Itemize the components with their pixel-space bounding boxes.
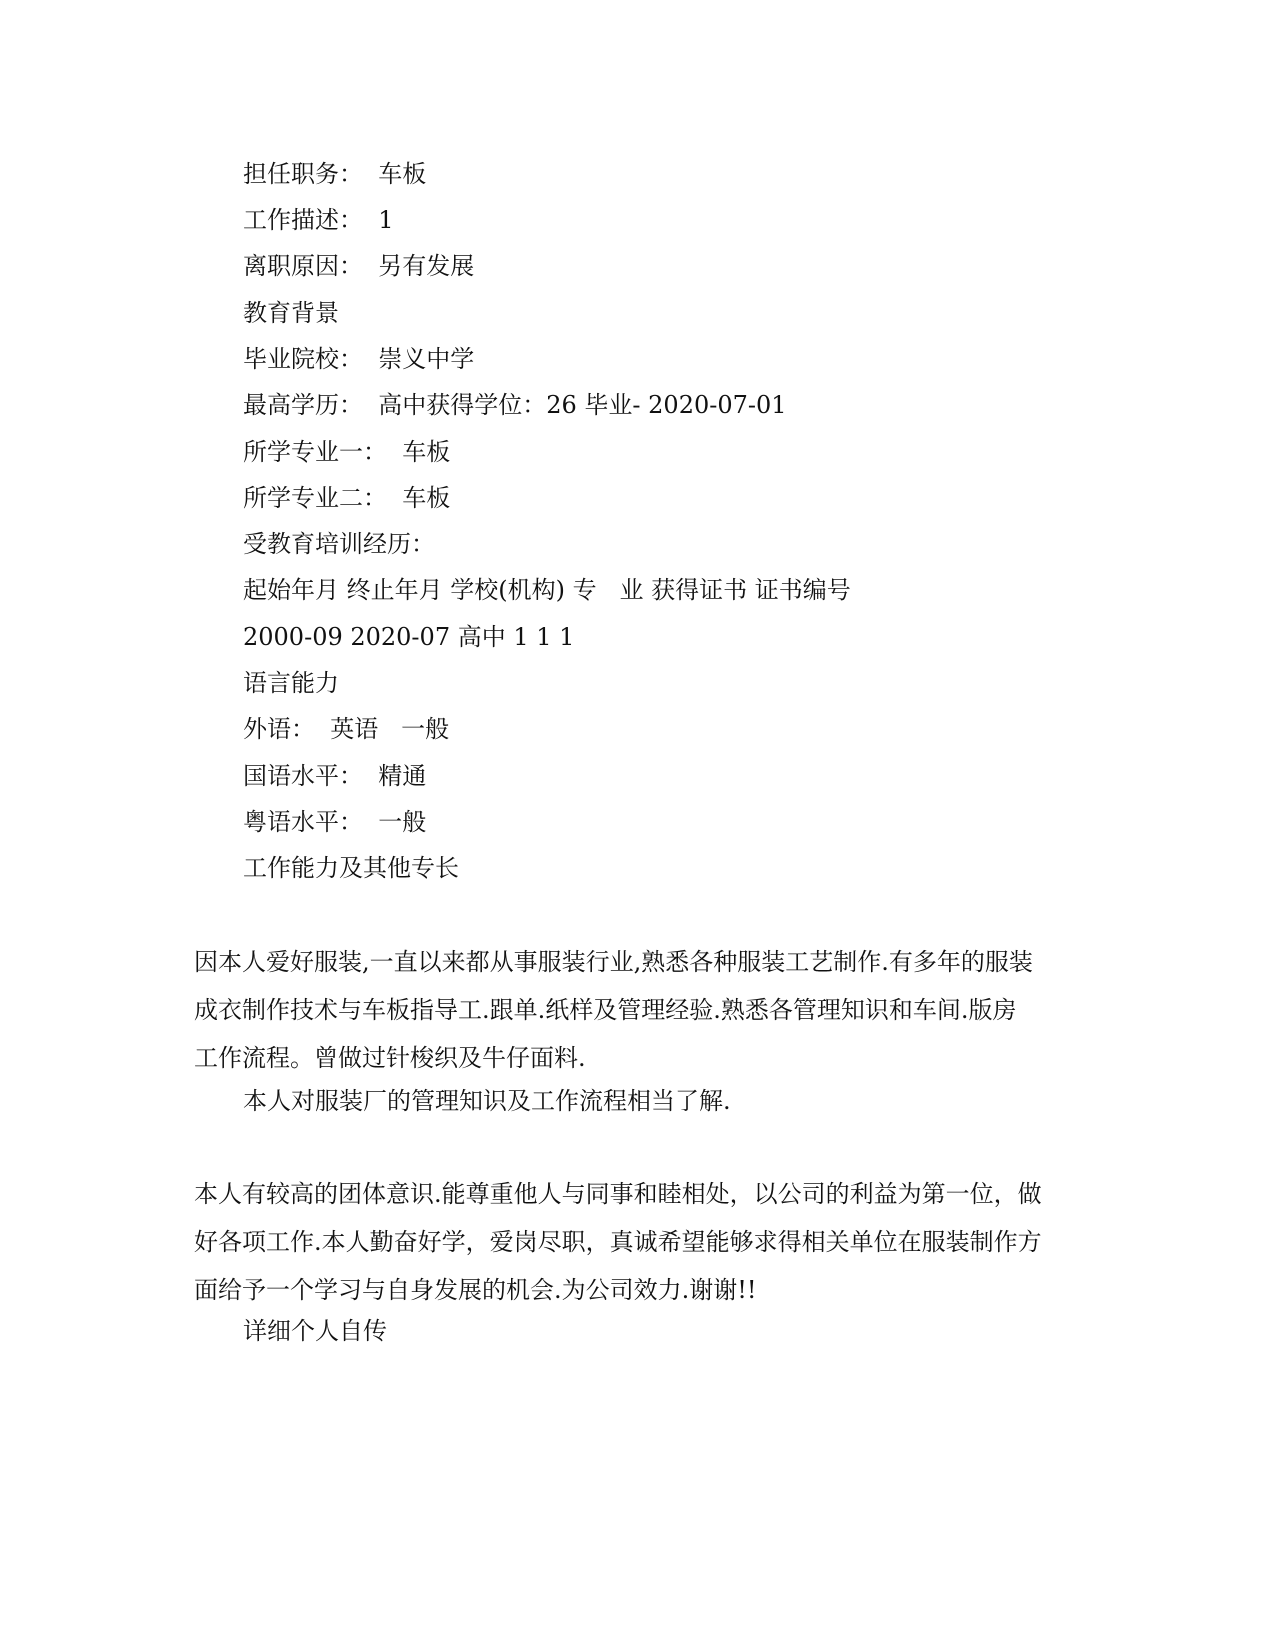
mandarin-level-line: 国语水平： 精通 <box>243 762 427 790</box>
major-one-line: 所学专业一： 车板 <box>243 438 451 466</box>
paragraph-line: 工作流程。曾做过针梭织及牛仔面料. <box>194 1044 586 1072</box>
training-table-header: 起始年月 终止年月 学校(机构) 专 业 获得证书 证书编号 <box>243 576 851 604</box>
paragraph-line: 本人有较高的团体意识.能尊重他人与同事和睦相处，以公司的利益为第一位，做 <box>194 1180 1042 1208</box>
skills-heading: 工作能力及其他专长 <box>243 854 459 882</box>
paragraph-line: 因本人爱好服装,一直以来都从事服装行业,熟悉各种服装工艺制作.有多年的服装 <box>194 948 1033 976</box>
school-line: 毕业院校： 崇义中学 <box>243 345 475 373</box>
paragraph-line: 成衣制作技术与车板指导工.跟单.纸样及管理经验.熟悉各管理知识和车间.版房 <box>194 996 1017 1024</box>
position-line: 担任职务： 车板 <box>243 160 427 188</box>
foreign-language-line: 外语： 英语 一般 <box>243 715 450 743</box>
training-heading: 受教育培训经历： <box>243 530 435 558</box>
training-table-row: 2000-09 2020-07 高中 1 1 1 <box>243 623 575 651</box>
self-description-paragraph-2: 本人对服装厂的管理知识及工作流程相当了解. <box>243 1087 731 1115</box>
self-description-paragraph-3 <box>194 1170 1084 1314</box>
leave-reason-line: 离职原因： 另有发展 <box>243 252 475 280</box>
highest-degree-line: 最高学历： 高中获得学位：26 毕业- 2020-07-01 <box>243 391 787 419</box>
self-description-paragraph-1 <box>194 938 1084 1082</box>
cantonese-level-line: 粤语水平： 一般 <box>243 808 427 836</box>
language-heading: 语言能力 <box>243 669 339 697</box>
work-description-line: 工作描述： 1 <box>243 206 394 234</box>
education-heading: 教育背景 <box>243 299 339 327</box>
paragraph-line: 好各项工作.本人勤奋好学，爱岗尽职，真诚希望能够求得相关单位在服装制作方 <box>194 1228 1042 1256</box>
major-two-line: 所学专业二： 车板 <box>243 484 451 512</box>
paragraph-line: 面给予一个学习与自身发展的机会.为公司效力.谢谢!! <box>194 1276 757 1304</box>
autobiography-heading: 详细个人自传 <box>243 1317 387 1345</box>
